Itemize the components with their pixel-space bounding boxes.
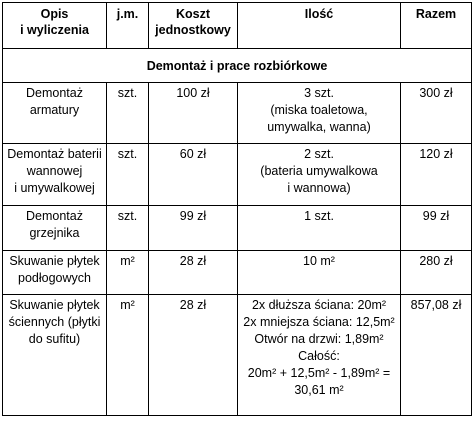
header-unit-cost [149,3,238,49]
quantity-line: 2x mniejsza ściana: 12,5m² [243,315,395,329]
description-line: i umywalkowej [14,181,95,195]
total-cell: 857,08 zł [401,295,472,416]
quantity-line: 10 m² [303,254,335,268]
section-title: Demontaż i prace rozbiórkowe [3,49,472,83]
description-line: Skuwanie płytek [9,254,100,268]
table-row [3,144,472,206]
description-cell [3,144,107,206]
quantity-line: 1 szt. [304,209,334,223]
description-line: Demontaż [26,209,83,223]
quantity-line: umywalka, wanna) [267,120,371,134]
quantity-line: 3 szt. [304,86,334,100]
unit-cost-cell: 100 zł [149,83,238,144]
unit-cost-cell: 28 zł [149,295,238,416]
unit-cost-cell: 99 zł [149,206,238,251]
description-line: grzejnika [29,226,80,240]
description-line: Demontaż baterii [7,147,102,161]
description-cell [3,206,107,251]
description-line: Skuwanie płytek [9,298,100,312]
description-line: wannowej [26,164,83,178]
unit-cell: szt. [107,206,149,251]
unit-cell: szt. [107,83,149,144]
header-description-line: Opis [40,7,69,21]
section-row [3,49,472,83]
header-unit: j.m. [107,3,149,49]
unit-cell: m² [107,295,149,416]
description-cell [3,251,107,295]
table-row [3,206,472,251]
table-row [3,295,472,416]
unit-cost-cell: 28 zł [149,251,238,295]
header-quantity: Ilość [238,3,401,49]
quantity-line: 20m² + 12,5m² - 1,89m² = [247,366,391,380]
quantity-cell [238,83,401,144]
total-cell: 280 zł [401,251,472,295]
unit-cell: m² [107,251,149,295]
description-line: ściennych (płytki [8,315,101,329]
quantity-line: (miska toaletowa, [270,103,368,117]
description-line: do sufitu) [28,332,81,346]
header-row [3,3,472,49]
quantity-cell [238,295,401,416]
description-line: Demontaż [26,86,83,100]
total-cell: 120 zł [401,144,472,206]
quantity-cell [238,251,401,295]
total-cell: 99 zł [401,206,472,251]
cost-table [2,2,472,416]
unit-cost-cell: 60 zł [149,144,238,206]
quantity-cell [238,144,401,206]
quantity-line: (bateria umywalkowa [260,164,378,178]
quantity-line: Całość: [298,349,340,363]
quantity-line: Otwór na drzwi: 1,89m² [254,332,384,346]
table-row [3,83,472,144]
header-description [3,3,107,49]
unit-cell: szt. [107,144,149,206]
description-line: armatury [29,103,80,117]
quantity-cell [238,206,401,251]
quantity-line: 30,61 m² [294,383,344,397]
description-cell [3,83,107,144]
header-description-line: i wyliczenia [20,23,89,37]
header-unit-cost-line: jednostkowy [155,23,231,37]
header-total: Razem [401,3,472,49]
description-line: podłogowych [18,271,91,285]
quantity-line: 2x dłuższa ściana: 20m² [251,298,387,312]
description-cell [3,295,107,416]
quantity-line: 2 szt. [304,147,334,161]
total-cell: 300 zł [401,83,472,144]
table-row [3,251,472,295]
header-unit-cost-line: Koszt [175,7,211,21]
quantity-line: i wannowa) [287,181,351,195]
